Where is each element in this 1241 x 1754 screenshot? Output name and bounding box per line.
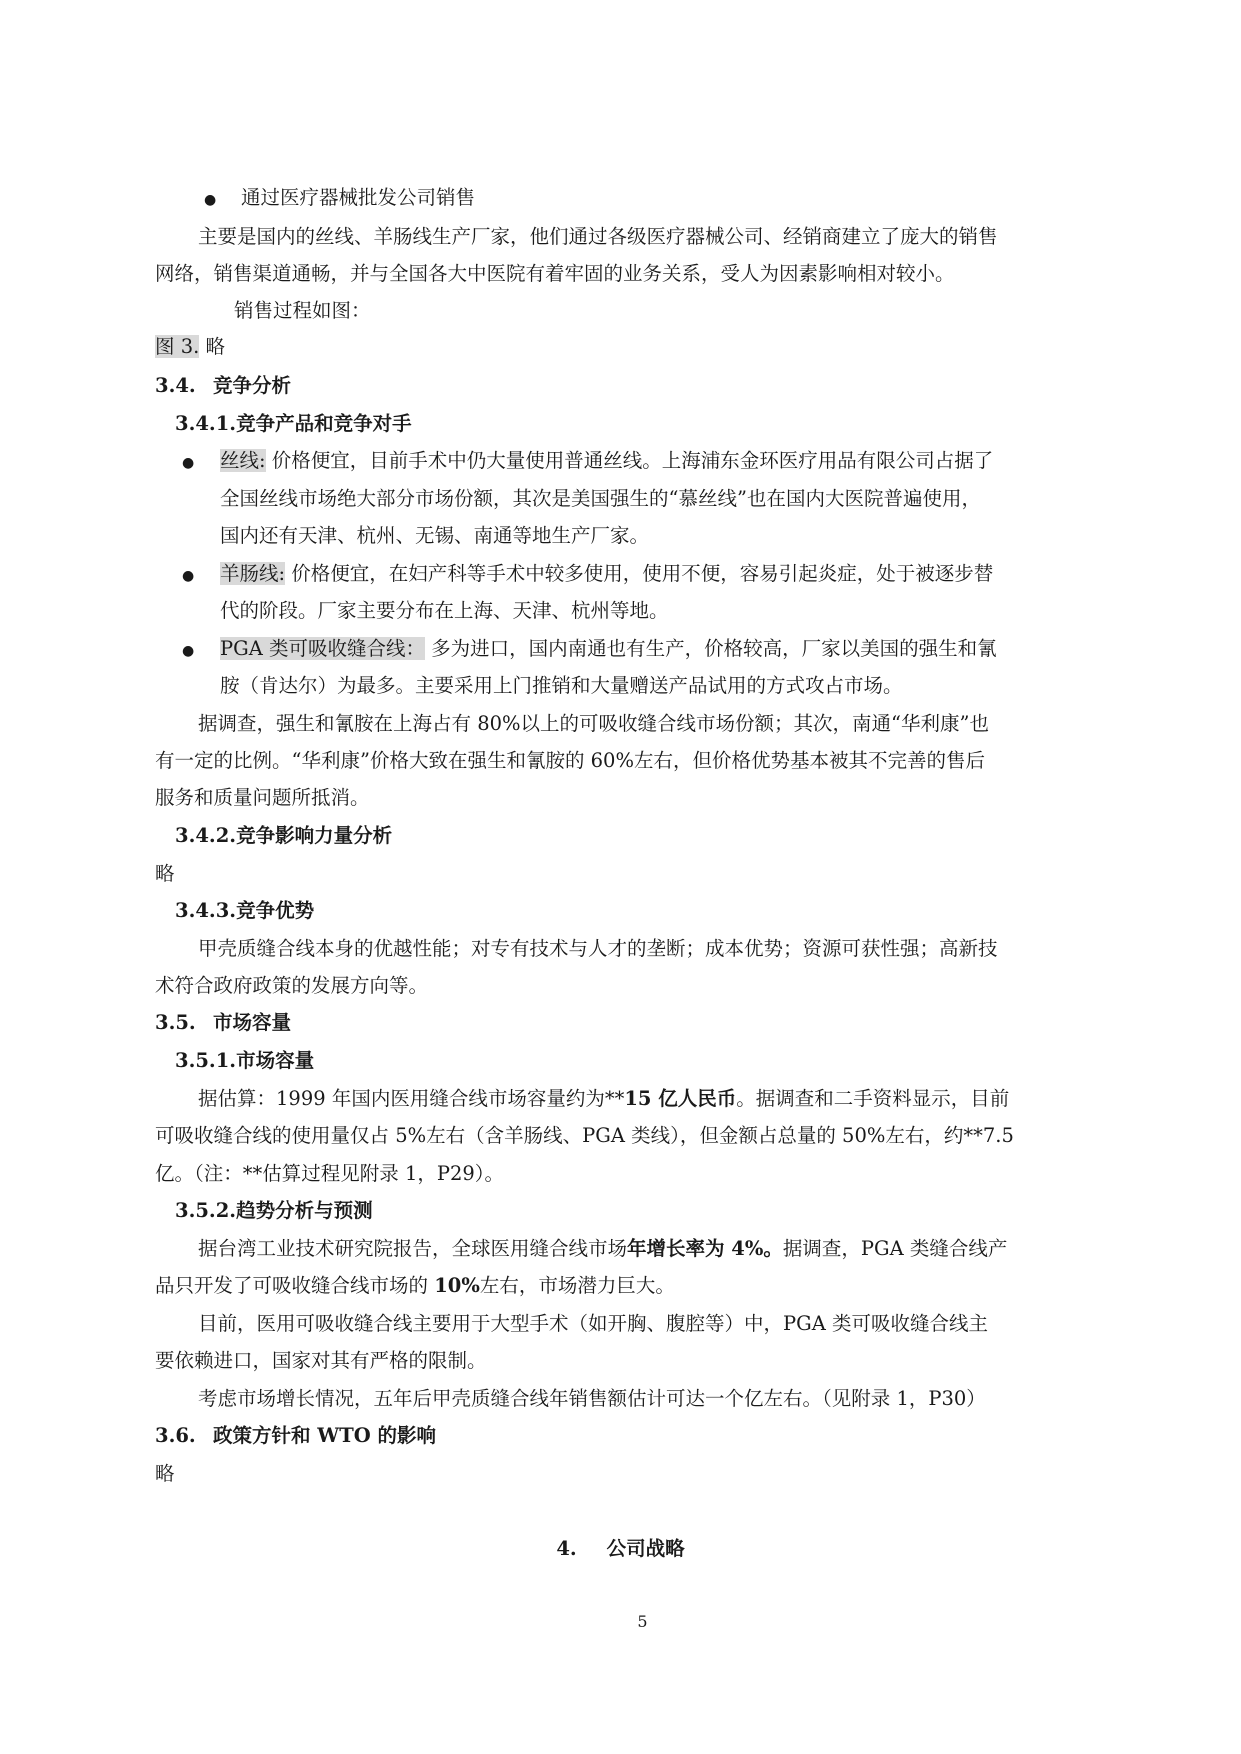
paragraph-line: 略 xyxy=(155,862,175,885)
chapter-title: 公司战略 xyxy=(606,1537,685,1560)
paragraph-line: 甲壳质缝合线本身的优越性能；对专有技术与人才的垄断；成本优势；资源可获性强；高新技 xyxy=(198,937,998,960)
paragraph-line xyxy=(198,1086,1009,1112)
section-title: 竞争分析 xyxy=(213,374,292,397)
text-run: 。据调查和二手资料显示，目前 xyxy=(736,1087,1010,1110)
section-number: 3.6. xyxy=(155,1424,196,1447)
subsection-heading-3-5-1: 3.5.1.市场容量 xyxy=(175,1049,315,1072)
section-number: 3.4. xyxy=(155,374,196,397)
paragraph-line: 销售过程如图： xyxy=(234,299,371,322)
term-highlight: PGA 类可吸收缝合线： xyxy=(220,637,425,660)
paragraph-line: 网络，销售渠道通畅，并与全国各大中医院有着牢固的业务关系，受人为因素影响相对较小。 xyxy=(155,262,955,285)
text-run: 左右，市场潜力巨大。 xyxy=(479,1274,675,1297)
bullet-icon: ● xyxy=(182,455,195,471)
paragraph-line xyxy=(198,1236,1007,1262)
text-run: 品只开发了可吸收缝合线市场的 xyxy=(155,1274,435,1297)
paragraph-line: 略 xyxy=(155,1462,175,1485)
paragraph-line: 要依赖进口，国家对其有严格的限制。 xyxy=(155,1349,487,1372)
list-item-line: 国内还有天津、杭州、无锡、南通等地生产厂家。 xyxy=(220,524,650,547)
figure-caption xyxy=(155,334,225,360)
bullet-icon: ● xyxy=(204,192,217,208)
section-heading-3-4 xyxy=(155,373,291,399)
term-highlight: 丝线: xyxy=(220,449,266,472)
bullet-icon: ● xyxy=(182,643,195,659)
list-item-line: 胺（肯达尔）为最多。主要采用上门推销和大量赠送产品试用的方式攻占市场。 xyxy=(220,674,903,697)
bold-run: 10% xyxy=(434,1274,480,1297)
bold-run: 年增长率为 4%。 xyxy=(627,1237,783,1260)
paragraph-line: 亿。（注：**估算过程见附录 1，P29）。 xyxy=(155,1162,505,1185)
paragraph-line: 目前，医用可吸收缝合线主要用于大型手术（如开胸、腹腔等）中，PGA 类可吸收缝合线主 xyxy=(198,1312,988,1335)
list-item-text: 价格便宜，目前手术中仍大量使用普通丝线。上海浦东金环医疗用品有限公司占据了 xyxy=(265,449,994,472)
bullet-channel: 通过医疗器械批发公司销售 xyxy=(241,186,476,209)
page-number: 5 xyxy=(637,1612,648,1631)
figure-text: 略 xyxy=(199,335,226,358)
chapter-heading-4 xyxy=(0,1536,1241,1562)
text-run: 据调查，PGA 类缝合线产 xyxy=(782,1237,1008,1260)
subsection-heading-3-4-3: 3.4.3.竞争优势 xyxy=(175,899,315,922)
list-item-line: 全国丝线市场绝大部分市场份额，其次是美国强生的“慕丝线”也在国内大医院普遍使用， xyxy=(220,487,981,510)
paragraph-line xyxy=(155,1273,675,1299)
section-heading-3-5 xyxy=(155,1010,291,1036)
paragraph-line: 有一定的比例。“华利康”价格大致在强生和氰胺的 60%左右，但价格优势基本被其不完善的售后 xyxy=(155,749,985,772)
chapter-number: 4. xyxy=(556,1537,577,1560)
section-number: 3.5. xyxy=(155,1011,196,1034)
text-run: 据台湾工业技术研究院报告，全球医用缝合线市场 xyxy=(198,1237,628,1260)
paragraph-line: 考虑市场增长情况，五年后甲壳质缝合线年销售额估计可达一个亿左右。（见附录 1，P30） xyxy=(198,1387,986,1410)
list-item-pga xyxy=(220,636,997,662)
bold-run: 15 亿人民币 xyxy=(624,1087,737,1110)
text-run: 据估算：1999 年国内医用缝合线市场容量约为** xyxy=(198,1087,625,1110)
paragraph-line: 术符合政府政策的发展方向等。 xyxy=(155,974,429,997)
list-item-catgut xyxy=(220,561,993,587)
paragraph-line: 可吸收缝合线的使用量仅占 5%左右（含羊肠线、PGA 类线），但金额占总量的 50%左右，约**7.5 xyxy=(155,1124,1014,1147)
list-item-text: 价格便宜，在妇产科等手术中较多使用，使用不便，容易引起炎症，处于被逐步替 xyxy=(285,562,994,585)
figure-label: 图 3. xyxy=(155,335,200,358)
list-item-line: 代的阶段。厂家主要分布在上海、天津、杭州等地。 xyxy=(220,599,669,622)
bullet-icon: ● xyxy=(182,568,195,584)
subsection-heading-3-4-1: 3.4.1.竞争产品和竞争对手 xyxy=(175,412,412,435)
list-item-silk xyxy=(220,448,993,474)
section-title: 政策方针和 WTO 的影响 xyxy=(213,1424,436,1447)
section-heading-3-6 xyxy=(155,1423,436,1449)
section-title: 市场容量 xyxy=(213,1011,292,1034)
list-item-text: 多为进口，国内南通也有生产，价格较高，厂家以美国的强生和氰 xyxy=(424,637,997,660)
term-highlight: 羊肠线: xyxy=(220,562,286,585)
paragraph-line: 据调查，强生和氰胺在上海占有 80%以上的可吸收缝合线市场份额；其次，南通“华利康”也 xyxy=(198,712,989,735)
subsection-heading-3-4-2: 3.4.2.竞争影响力量分析 xyxy=(175,824,393,847)
paragraph-line: 主要是国内的丝线、羊肠线生产厂家，他们通过各级医疗器械公司、经销商建立了庞大的销售 xyxy=(198,225,998,248)
subsection-heading-3-5-2: 3.5.2.趋势分析与预测 xyxy=(175,1199,373,1222)
paragraph-line: 服务和质量问题所抵消。 xyxy=(155,786,370,809)
